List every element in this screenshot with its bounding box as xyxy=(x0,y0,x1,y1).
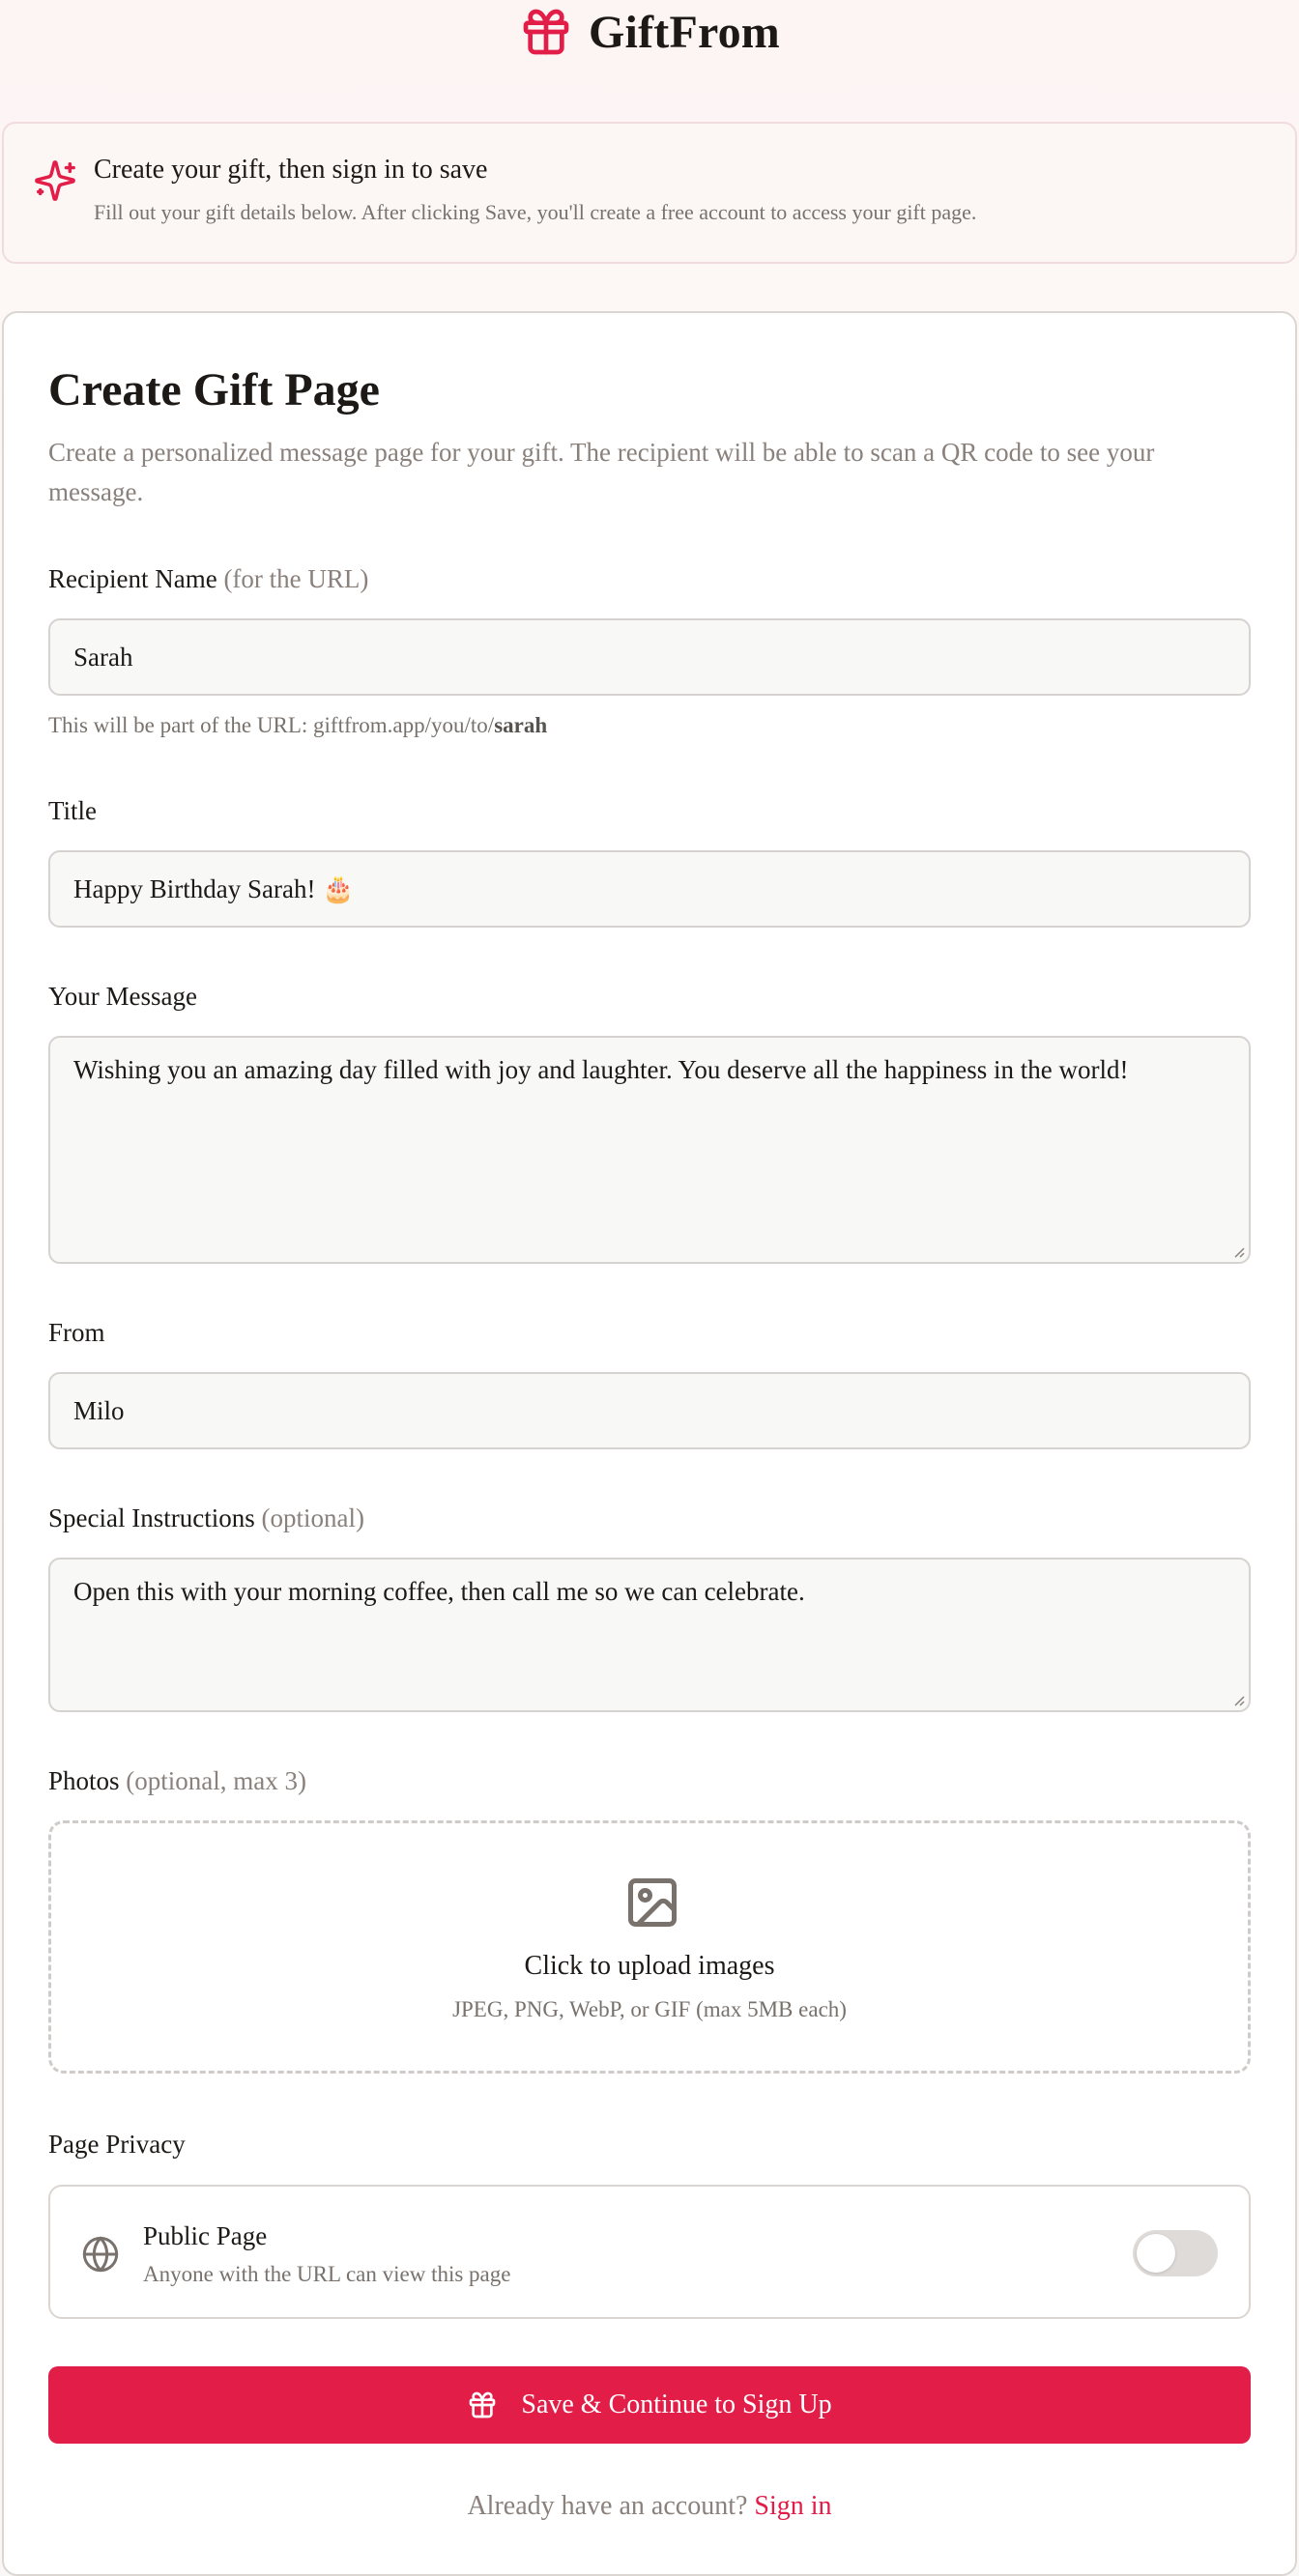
sign-in-notice xyxy=(2,122,1297,264)
brand-name: GiftFrom xyxy=(589,6,780,58)
notice-title: Create your gift, then sign in to save xyxy=(94,155,488,185)
image-icon xyxy=(623,1874,681,1932)
photos-label-text: Photos xyxy=(48,1766,120,1795)
resize-handle-icon[interactable] xyxy=(1231,1693,1245,1706)
upload-formats: JPEG, PNG, WebP, or GIF (max 5MB each) xyxy=(452,1997,847,2021)
url-hint-prefix: This will be part of the URL: giftfrom.app/you/to/ xyxy=(48,713,495,737)
instructions-textarea[interactable] xyxy=(48,1558,1251,1712)
gift-icon xyxy=(519,5,573,59)
message-label: Your Message xyxy=(48,982,198,1011)
recipient-label xyxy=(48,564,368,594)
recipient-url-hint xyxy=(48,713,547,738)
save-continue-label: Save & Continue to Sign Up xyxy=(521,2390,832,2419)
recipient-label-note: (for the URL) xyxy=(223,564,369,593)
privacy-option-title: Public Page xyxy=(143,2221,268,2250)
title-value: Happy Birthday Sarah! 🎂 xyxy=(73,874,355,903)
privacy-option-description: Anyone with the URL can view this page xyxy=(143,2262,511,2286)
photos-label xyxy=(48,1766,306,1796)
globe-icon xyxy=(81,2235,120,2274)
instructions-value: Open this with your morning coffee, then call me so we can celebrate. xyxy=(73,1577,805,1606)
signin-prompt-text: Already have an account? xyxy=(467,2491,748,2521)
upload-title: Click to upload images xyxy=(524,1951,775,1981)
instructions-label-note: (optional) xyxy=(261,1503,364,1532)
from-label: From xyxy=(48,1318,105,1347)
photos-label-note: (optional, max 3) xyxy=(126,1766,306,1795)
instructions-label xyxy=(48,1503,364,1533)
url-hint-slug: sarah xyxy=(494,713,548,737)
instructions-label-text: Special Instructions xyxy=(48,1503,255,1532)
from-value: Milo xyxy=(73,1395,125,1425)
resize-handle-icon[interactable] xyxy=(1231,1245,1245,1258)
recipient-name-value: Sarah xyxy=(73,642,133,672)
photo-upload-dropzone[interactable] xyxy=(48,1820,1251,2074)
gift-icon xyxy=(467,2390,498,2420)
page-title: Create Gift Page xyxy=(48,364,380,415)
toggle-knob xyxy=(1137,2234,1175,2273)
privacy-option xyxy=(48,2185,1251,2319)
recipient-name-input[interactable] xyxy=(48,618,1251,696)
message-textarea[interactable] xyxy=(48,1036,1251,1264)
privacy-label: Page Privacy xyxy=(48,2130,186,2159)
public-page-toggle[interactable] xyxy=(1133,2230,1218,2276)
notice-body: Fill out your gift details below. After clicking Save, you'll create a free account to access your gift page. xyxy=(94,200,977,224)
from-input[interactable] xyxy=(48,1372,1251,1449)
title-input[interactable] xyxy=(48,850,1251,928)
signin-prompt xyxy=(0,2491,1299,2522)
title-label: Title xyxy=(48,796,98,825)
sparkles-icon xyxy=(33,158,77,203)
signin-link[interactable]: Sign in xyxy=(754,2491,832,2521)
page-subtitle: Create a personalized message page for your gift. The recipient will be able to scan a QR code to see your message. xyxy=(48,438,1155,506)
brand-header xyxy=(0,0,1299,64)
message-value: Wishing you an amazing day filled with joy and laughter. You deserve all the happiness in the world! xyxy=(73,1055,1129,1084)
save-continue-button[interactable] xyxy=(48,2366,1251,2444)
recipient-label-text: Recipient Name xyxy=(48,564,217,593)
